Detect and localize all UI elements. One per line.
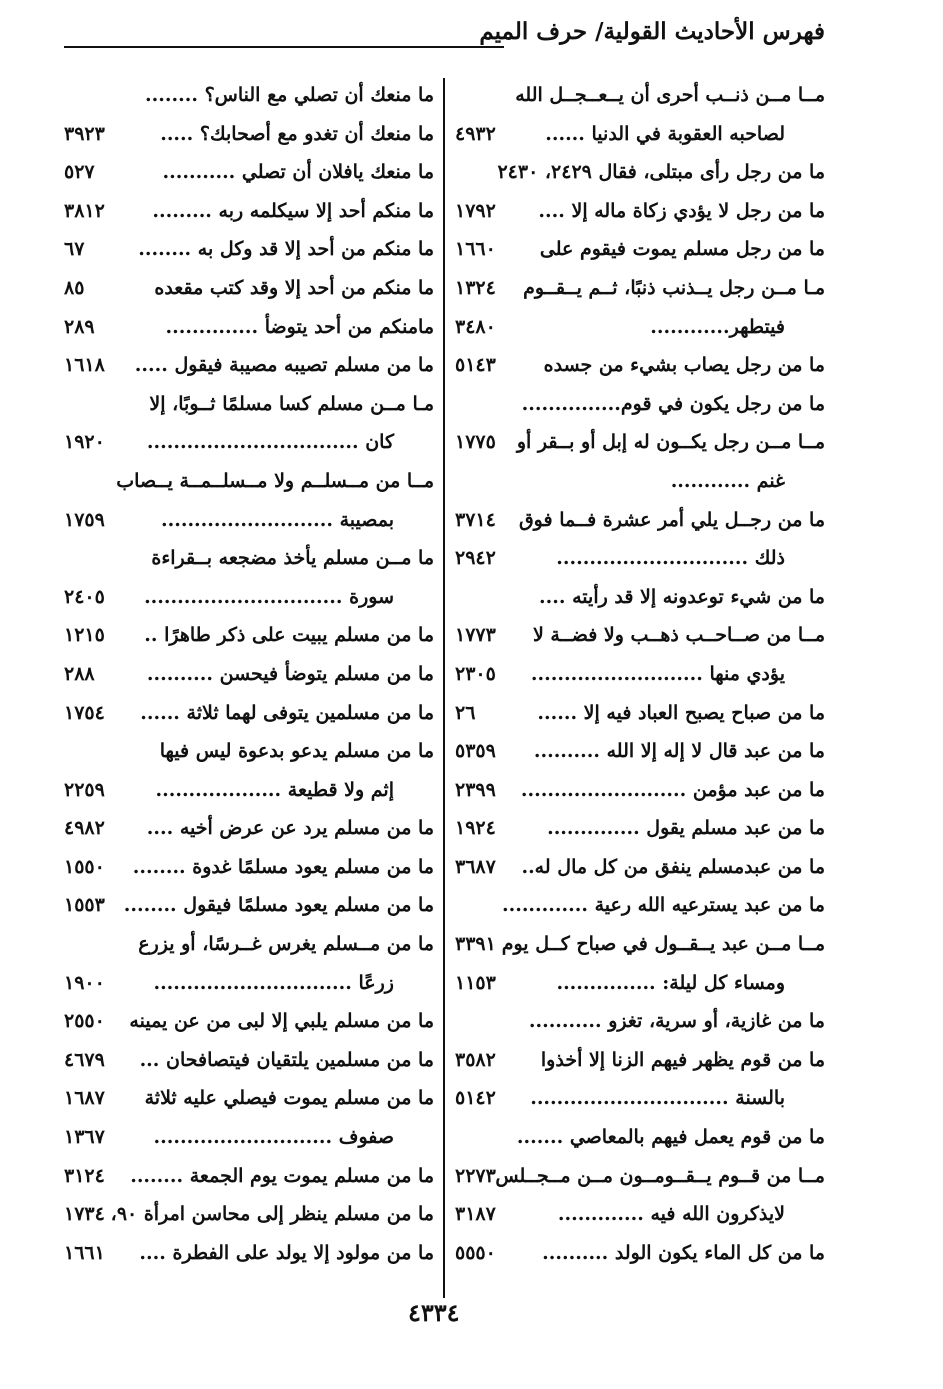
right-column	[455, 76, 825, 1272]
entry-text: ما من رجل مسلم يموت فيقوم على	[539, 238, 825, 261]
index-entry	[455, 1079, 825, 1118]
entry-number: ١١٥٣	[455, 971, 496, 994]
entry-number: ٦٧	[64, 238, 85, 261]
left-column	[64, 76, 434, 1272]
entry-number: ١٢١٥	[64, 624, 105, 647]
index-entry	[64, 732, 434, 771]
entry-text: مــا مــن عبد يــقــول في صباح كــل يوم	[501, 933, 825, 956]
entry-text: مــا مــن ذنــب أحرى أن يــعــجــل الله	[515, 84, 825, 106]
index-entry	[64, 809, 434, 848]
entry-number: ٢٩٤٢	[455, 547, 496, 570]
index-entry	[64, 269, 434, 308]
entry-number: ٣١٢٤	[64, 1164, 105, 1187]
index-entry	[455, 76, 825, 115]
entry-text: كان ................................	[146, 431, 394, 454]
entry-number: ٤٩٨٢	[64, 817, 105, 840]
entry-text: ما من قوم يظهر فيهم الزنا إلا أخذوا	[540, 1048, 825, 1071]
entry-number: ١٧٥٤	[64, 701, 105, 724]
entry-text: ما من شيء توعدونه إلا قد رأيته ....	[539, 585, 825, 608]
index-entry	[64, 616, 434, 655]
entry-text: بالسنة ..............................	[530, 1087, 785, 1110]
index-entry	[64, 346, 434, 385]
entry-text: ما من رجل لا يؤدي زكاة ماله إلا ....	[538, 199, 825, 222]
index-entry	[64, 771, 434, 810]
index-entry	[455, 308, 825, 347]
entry-text: ما من رجــل يلي أمر عشرة فــما فوق	[518, 508, 825, 531]
index-entry	[64, 886, 434, 925]
entry-text: ما من مسلمين يلتقيان فيتصافحان ...	[139, 1048, 434, 1071]
entry-number: ٢٢٥٩	[64, 778, 105, 801]
index-entry	[64, 1195, 434, 1234]
index-entry	[455, 462, 825, 501]
index-entry	[455, 346, 825, 385]
index-entry	[64, 1002, 434, 1041]
index-entry	[455, 694, 825, 733]
index-entry	[455, 423, 825, 462]
entry-number: ٢٥٥٠	[64, 1010, 105, 1033]
index-entry	[64, 115, 434, 154]
entry-text: مــا من مــسلــم ولا مــسلــمــة يــصاب	[116, 469, 434, 492]
entry-number: ١٥٥٣	[64, 894, 105, 917]
entry-text: ما منكم من أحد إلا قد وكل به ........	[138, 238, 434, 261]
index-entry	[455, 153, 825, 192]
entry-number: ١٦٦١	[64, 1241, 105, 1264]
entry-text: ما مــن مسلم يأخذ مضجعه بــقراءة	[151, 547, 434, 570]
entry-text: ومساء كل ليلة: ...............	[556, 971, 785, 994]
entry-number: ٢٣٩٩	[455, 778, 496, 801]
entry-text: إثم ولا قطيعة ...................	[155, 778, 394, 801]
index-entry	[455, 578, 825, 617]
index-entry	[455, 655, 825, 694]
entry-number: ١٧٧٥	[455, 431, 496, 454]
index-entry	[455, 925, 825, 964]
index-entry	[64, 192, 434, 231]
index-entry	[455, 1002, 825, 1041]
entry-number: ٣٤٨٠	[455, 315, 496, 338]
entry-number: ٢٣٠٥	[455, 662, 496, 685]
entry-text: مامنكم من أحد يتوضأ ..............	[165, 315, 434, 338]
entry-text: ما من عبدمسلم ينفق من كل مال له..	[521, 855, 825, 878]
entry-text: ما من مسلمين يتوفى لهما ثلاثة ......	[140, 701, 434, 724]
entry-text: ما من مسلم يرد عن عرض أخيه ....	[146, 817, 434, 840]
entry-number: ١٩٠٠	[64, 971, 105, 994]
entry-text: ما من مسلم يلبي إلا لبى من عن يمينه	[129, 1010, 434, 1033]
entry-text: صفوف ...........................	[153, 1126, 394, 1149]
index-entry	[455, 1234, 825, 1273]
entry-text: فيتطهر............	[650, 315, 785, 338]
entry-text: بمصيبة ..........................	[160, 508, 394, 531]
entry-text: مـا مــن مسلم كسا مسلمًا ثــوبًا، إلا	[149, 392, 434, 415]
entry-text: سورة ..............................	[144, 585, 394, 608]
entry-text: ما من رجل يصاب بشيء من جسده	[543, 354, 825, 377]
entry-text: لصاحبه العقوبة في الدنيا ......	[545, 122, 785, 145]
entry-number: ٣٥٨٢	[455, 1048, 496, 1071]
index-entry	[455, 1118, 825, 1157]
index-entry	[455, 115, 825, 154]
entry-number: ١٩٢٤	[455, 817, 496, 840]
index-entry	[64, 308, 434, 347]
index-entry	[64, 848, 434, 887]
entry-text: ما من مسلم يبيت على ذكر طاهرًا ..	[144, 624, 434, 647]
index-entry	[455, 809, 825, 848]
index-entry	[64, 230, 434, 269]
entry-text: ما من مسلم يموت يوم الجمعة ........	[130, 1164, 434, 1187]
entry-text: ما منعك أن تصلي مع الناس؟ ........	[145, 84, 434, 106]
entry-number: ٥٢٧	[64, 161, 95, 184]
index-entry	[455, 1041, 825, 1080]
entry-number: ١٧٥٩	[64, 508, 105, 531]
index-entry	[64, 423, 434, 462]
entry-text: ما من مسلم تصيبه مصيبة فيقول .....	[134, 354, 434, 377]
entry-number: ٣٦٨٧	[455, 855, 496, 878]
entry-number: ٢٤٠٥	[64, 585, 105, 608]
entry-text: ما من مسلم يدعو بدعوة ليس فيها	[159, 740, 434, 763]
entry-text: ما من قوم يعمل فيهم بالمعاصي .......	[516, 1126, 825, 1149]
entry-number: ٤٦٧٩	[64, 1048, 105, 1071]
entry-number: ٥٣٥٩	[455, 740, 496, 763]
entry-number: ٣٣٩١	[455, 933, 496, 956]
column-divider	[443, 78, 445, 1298]
entry-text: ما من مــسلم يغرس غــرسًا، أو يزرع	[138, 933, 434, 956]
entry-text: مــا من صــاحــب ذهــب ولا فضــة لا	[532, 624, 825, 647]
entry-text: ما من مسلم يعود مسلمًا فيقول ........	[123, 894, 434, 917]
entry-text: ما من مسلم يتوضأ فيحسن ..........	[146, 662, 434, 685]
index-entry	[455, 964, 825, 1003]
header-rule	[64, 46, 504, 48]
entry-number: ٢٦	[455, 701, 476, 724]
entry-text: ما من مسلم يموت فيصلي عليه ثلاثة	[144, 1087, 434, 1110]
index-entry	[64, 153, 434, 192]
entry-number: ٣٨١٢	[64, 199, 105, 222]
entry-text: زرعًا ..............................	[153, 971, 394, 994]
entry-number: ٢٨٨	[64, 662, 95, 685]
index-entry	[455, 192, 825, 231]
entry-text: ما منكم من أحد إلا وقد كتب مقعده	[154, 276, 434, 299]
index-entry	[64, 578, 434, 617]
entry-text: ما من غازية، أو سرية، تغزو ...........	[528, 1010, 825, 1033]
index-entry	[455, 539, 825, 578]
page-number: ٤٣٣٤	[408, 1298, 460, 1327]
entry-number: ٣١٨٧	[455, 1203, 496, 1226]
index-entry	[455, 385, 825, 424]
index-entry	[64, 462, 434, 501]
entry-text: يؤدي منها ..........................	[530, 662, 785, 685]
entry-text: ما من مسلم ينظر إلى محاسن امرأة ٩٠،	[110, 1203, 434, 1226]
index-entry	[64, 655, 434, 694]
index-entry	[455, 886, 825, 925]
entry-text: ما منعك يافلان أن تصلي ...........	[162, 161, 434, 184]
entry-text: مــا مــن رجل يكــون له إبل أو بــقر أو	[516, 431, 825, 454]
entry-text: ما من كل الماء يكون الولد ..........	[542, 1241, 825, 1264]
entry-number: ٤٩٣٢	[455, 122, 496, 145]
index-entry	[455, 771, 825, 810]
index-entry	[455, 269, 825, 308]
index-entry	[455, 732, 825, 771]
index-entry	[64, 1041, 434, 1080]
entry-text: لايذكرون الله فيه .............	[557, 1203, 785, 1226]
index-entry	[64, 1079, 434, 1118]
entry-number: ٨٥	[64, 276, 85, 299]
entry-number: ١٣٢٤	[455, 276, 496, 299]
entry-number: ١٧٣٤	[64, 1203, 105, 1226]
index-entry	[64, 1157, 434, 1196]
entry-text: ما من عبد مسلم يقول ..............	[547, 817, 825, 840]
index-entry	[64, 925, 434, 964]
entry-text: ما منعك أن تغدو مع أصحابك؟ .....	[160, 122, 434, 145]
index-entry	[64, 501, 434, 540]
entry-text: مـا مــن رجل يــذنب ذنبًا، ثــم يــقــوم	[523, 276, 825, 299]
entry-number: ١٦٦٠	[455, 238, 496, 261]
entry-text: ما من عبد مؤمن .........................	[520, 778, 825, 801]
entry-text: ما منكم أحد إلا سيكلمه ربه .........	[152, 199, 434, 222]
entry-number: ٥١٤٢	[455, 1087, 496, 1110]
entry-number: ١٥٥٠	[64, 855, 105, 878]
index-entry	[64, 964, 434, 1003]
index-entry	[64, 385, 434, 424]
entry-text: ما من رجل يكون في قوم...............	[521, 392, 825, 415]
entry-text: غنم ............	[670, 469, 785, 492]
index-entry	[64, 1118, 434, 1157]
entry-text: ما من عبد قال لا إله إلا الله ..........	[533, 740, 825, 763]
index-entry	[64, 694, 434, 733]
entry-number: ١٧٧٣	[455, 624, 496, 647]
entry-text: مــا من قــوم يــقــومــون مــن مــجــلس	[495, 1164, 825, 1187]
entry-text: ما من مولود إلا يولد على الفطرة ....	[139, 1241, 434, 1264]
index-entry	[455, 848, 825, 887]
index-entry	[455, 501, 825, 540]
index-entry	[455, 1157, 825, 1196]
entry-number: ٢٢٧٣	[455, 1164, 496, 1187]
entry-text: ما من رجل رأى مبتلى، فقال ٢٤٢٩، ٢٤٣٠	[497, 161, 825, 184]
entry-text: ما من مسلم يعود مسلمًا غدوة ........	[132, 855, 434, 878]
entry-number: ٢٨٩	[64, 315, 95, 338]
entry-number: ١٩٢٠	[64, 431, 105, 454]
page-header: فهرس الأحاديث القولية/ حرف الميم	[479, 18, 825, 45]
entry-number: ٥٥٥٠	[455, 1241, 496, 1264]
entry-text: ذلك .............................	[556, 547, 785, 570]
entry-number: ٣٧١٤	[455, 508, 496, 531]
index-entry	[455, 616, 825, 655]
entry-number: ١٦٨٧	[64, 1087, 105, 1110]
index-entry	[64, 1234, 434, 1273]
entry-number: ١٣٦٧	[64, 1126, 105, 1149]
index-entry	[64, 539, 434, 578]
entry-text: ما من صباح يصبح العباد فيه إلا ......	[537, 701, 825, 724]
index-entry	[455, 1195, 825, 1234]
entry-number: ٣٩٢٣	[64, 122, 105, 145]
index-entry	[64, 76, 434, 115]
entry-number: ٥١٤٣	[455, 354, 496, 377]
entry-number: ١٦١٨	[64, 354, 105, 377]
entry-text: ما من عبد يسترعيه الله رعية .............	[501, 894, 825, 917]
entry-number: ١٧٩٢	[455, 199, 496, 222]
index-entry	[455, 230, 825, 269]
